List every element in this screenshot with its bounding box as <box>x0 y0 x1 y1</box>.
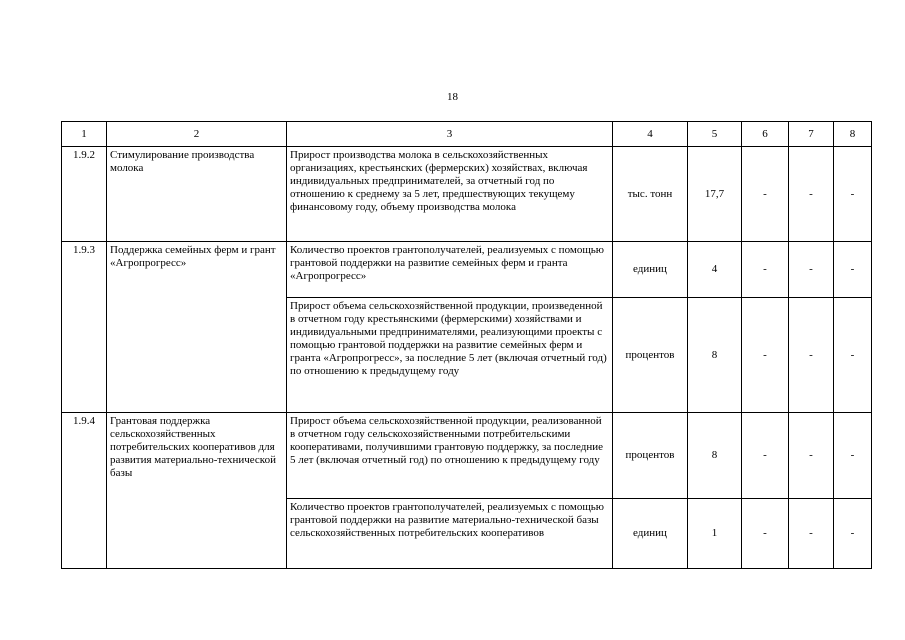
header-row <box>62 122 872 147</box>
header-cell: 7 <box>789 122 834 147</box>
row-name: Грантовая поддержка сельскохозяйственных потребительских кооперативов для развития материально-технической базы <box>107 413 287 569</box>
value-cell: 4 <box>688 242 742 298</box>
table-row <box>62 147 872 242</box>
value-cell: - <box>742 499 789 569</box>
value-cell: - <box>789 298 834 413</box>
row-code: 1.9.3 <box>62 242 107 413</box>
value-cell: - <box>742 242 789 298</box>
unit-cell: тыс. тонн <box>613 147 688 242</box>
value-cell: 8 <box>688 413 742 499</box>
value-cell: - <box>789 413 834 499</box>
value-cell: - <box>742 413 789 499</box>
header-cell: 8 <box>834 122 872 147</box>
header-cell: 5 <box>688 122 742 147</box>
table-row <box>62 242 872 298</box>
row-code: 1.9.2 <box>62 147 107 242</box>
value-cell: - <box>742 298 789 413</box>
header-cell: 2 <box>107 122 287 147</box>
indicator-text: Прирост объема сельскохозяйственной продукции, реализованной в отчетном году сельскохозяйственными потребительскими кооперативами, получившими грантовую поддержку, за последние 5 лет (включая отчетный год) по отношению к предыдущему году <box>287 413 613 499</box>
value-cell: - <box>789 499 834 569</box>
value-cell: - <box>742 147 789 242</box>
unit-cell: процентов <box>613 413 688 499</box>
header-cell: 1 <box>62 122 107 147</box>
value-cell: - <box>834 242 872 298</box>
unit-cell: процентов <box>613 298 688 413</box>
row-name: Стимулирование производства молока <box>107 147 287 242</box>
row-code: 1.9.4 <box>62 413 107 569</box>
unit-cell: единиц <box>613 242 688 298</box>
value-cell: 1 <box>688 499 742 569</box>
indicator-text: Прирост производства молока в сельскохозяйственных организациях, крестьянских (фермерских) хозяйствах, включая индивидуальных предпринимателей, за отчетный год по отношению к среднему за 5 лет, предшествующих текущему финансовому году, объему производства молока <box>287 147 613 242</box>
unit-cell: единиц <box>613 499 688 569</box>
indicators-table <box>61 121 872 569</box>
header-cell: 4 <box>613 122 688 147</box>
value-cell: - <box>834 298 872 413</box>
indicator-text: Прирост объема сельскохозяйственной продукции, произведенной в отчетном году крестьянскими (фермерскими) хозяйствами и индивидуальными предпринимателями, реализующими проекты с помощью грантовой поддержки на развитие семейных ферм и гранта «Агропрогресс», за последние 5 лет (включая отчетный год) по отношению к предыдущему году <box>287 298 613 413</box>
value-cell: 17,7 <box>688 147 742 242</box>
value-cell: - <box>834 147 872 242</box>
value-cell: - <box>834 413 872 499</box>
row-name: Поддержка семейных ферм и грант «Агропрогресс» <box>107 242 287 413</box>
value-cell: - <box>834 499 872 569</box>
value-cell: 8 <box>688 298 742 413</box>
value-cell: - <box>789 242 834 298</box>
header-cell: 6 <box>742 122 789 147</box>
indicator-text: Количество проектов грантополучателей, реализуемых с помощью грантовой поддержки на развитие материально-технической базы сельскохозяйственных потребительских кооперативов <box>287 499 613 569</box>
page-number: 18 <box>447 91 458 103</box>
indicator-text: Количество проектов грантополучателей, реализуемых с помощью грантовой поддержки на развитие семейных ферм и гранта «Агропрогресс» <box>287 242 613 298</box>
table-row <box>62 413 872 499</box>
value-cell: - <box>789 147 834 242</box>
header-cell: 3 <box>287 122 613 147</box>
